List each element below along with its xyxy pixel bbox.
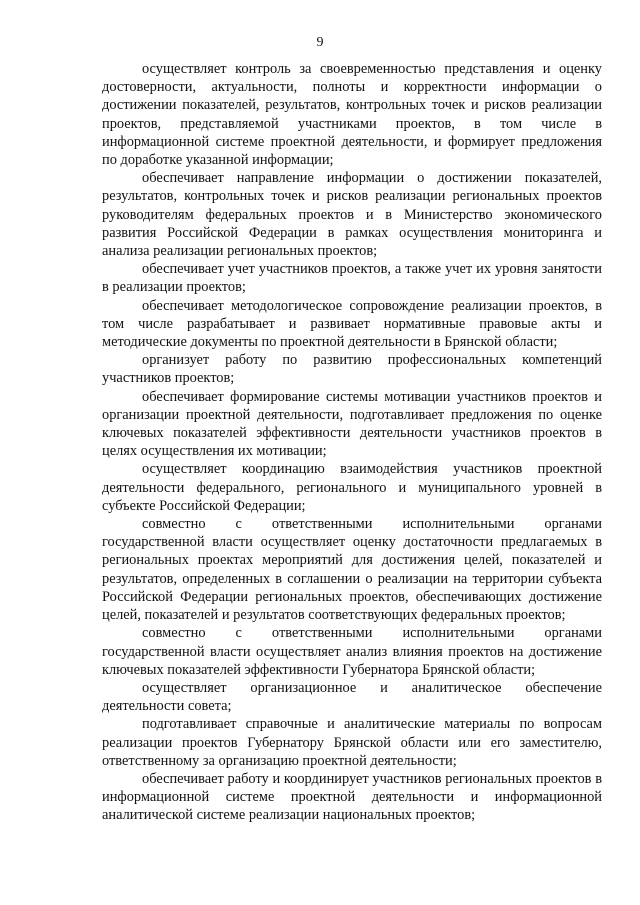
paragraph-1: осуществляет контроль за своевременностью представления и оценку достоверности, актуальности, полноты и корректности информации о достижении показателей, результатов, контрольных точек и рисков реализации проектов, представляемой участниками проектов, в том числе в информационной системе проектной деятельности, и формирует предложения по доработке указанной информации; [102,61,602,169]
paragraph-8: совместно с ответственными исполнительными органами государственной власти осуществляет оценку достаточности предлагаемых в региональных проектах мероприятий для достижения целей, показателей и результатов, определенных в соглашении о реализации на территории субъекта Российской Федерации региональных проектов, обеспечивающих достижение целей, показателей и результатов соответствующих федеральных проектов; [102,516,602,624]
paragraph-4: обеспечивает методологическое сопровождение реализации проектов, в том числе разрабатывает и развивает нормативные правовые акты и методические документы по проектной деятельности в Брянской области; [102,297,602,351]
paragraph-6: обеспечивает формирование системы мотивации участников проектов и организации проектной деятельности, подготавливает предложения по оценке ключевых показателей эффективности деятельности участников проектов в целях осуществления их мотивации; [102,388,602,460]
paragraph-9: совместно с ответственными исполнительными органами государственной власти осуществляет анализ влияния проектов на достижение ключевых показателей эффективности Губернатора Брянской области; [102,625,602,678]
paragraph-12: обеспечивает работу и координирует участников региональных проектов в информационной системе проектной деятельности и информационной аналитической системе реализации национальных проектов; [102,770,602,824]
paragraph-3: обеспечивает учет участников проектов, а также учет их уровня занятости в реализации проектов; [102,261,602,296]
paragraph-2: обеспечивает направление информации о достижении показателей, результатов, контрольных точек и рисков реализации региональных проектов руководителям федеральных проектов и в Министерство экономического развития Российской Федерации в рамках осуществления мониторинга и анализа реализации региональных проектов; [102,170,602,260]
paragraph-10: осуществляет организационное и аналитическое обеспечение деятельности совета; [102,679,602,715]
paragraph-5: организует работу по развитию профессиональных компетенций участников проектов; [102,352,602,387]
page-number: 9 [316,35,324,50]
paragraph-11: подготавливает справочные и аналитические материалы по вопросам реализации проектов Губернатору Брянской области или его заместителю, ответственному за организацию проектной деятельности; [102,716,602,769]
paragraph-7: осуществляет координацию взаимодействия участников проектной деятельности федерального, регионального и муниципального уровней в субъекте Российской Федерации; [102,461,602,514]
document-body [102,60,602,825]
